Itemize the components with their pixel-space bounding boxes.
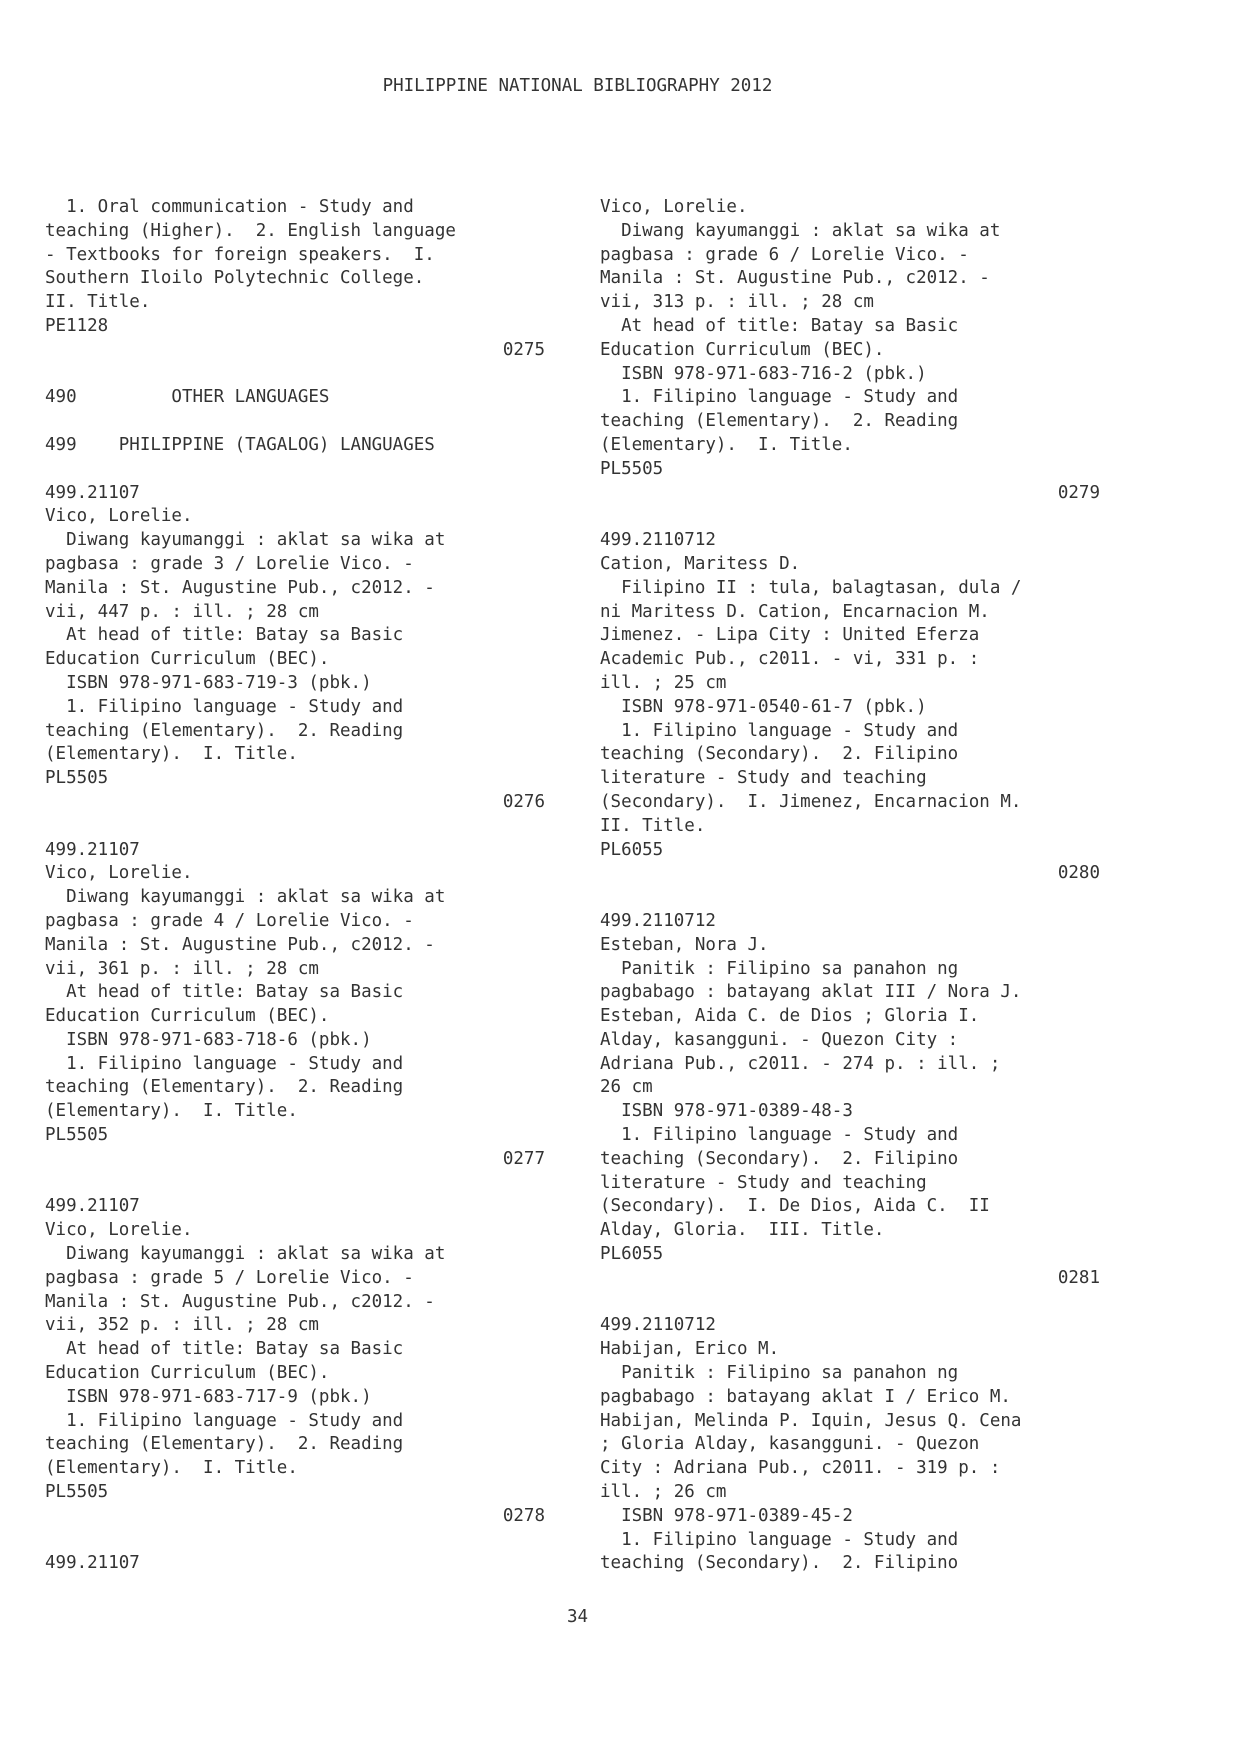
entry-line: 499.21107 (45, 482, 140, 503)
entry-line: Southern Iloilo Polytechnic College. (45, 268, 425, 289)
entry-line: Adriana Pub., c2011. - 274 p. : ill. ; (600, 1053, 1001, 1074)
entry-line: Vico, Lorelie. (45, 863, 193, 884)
entry-line: (Secondary). I. Jimenez, Encarnacion M. (600, 791, 1022, 812)
entry-line: At head of title: Batay sa Basic (45, 625, 404, 646)
entry-line: literature - Study and teaching (600, 1172, 927, 1193)
entry-line: PL5505 (45, 768, 109, 789)
entry-line: Manila : St. Augustine Pub., c2012. - (600, 268, 990, 289)
entry-line: Esteban, Nora J. (600, 934, 769, 955)
entry-line: pagbasa : grade 6 / Lorelie Vico. - (600, 244, 969, 265)
entry-line: Education Curriculum (BEC). (600, 339, 885, 360)
entry-line: PE1128 (45, 315, 109, 336)
entry-line: 1. Filipino language - Study and (600, 387, 959, 408)
entry-line: 1. Filipino language - Study and (45, 1410, 404, 1431)
entry-line: II. Title. (600, 815, 706, 836)
entry-line: ill. ; 26 cm (600, 1482, 727, 1503)
entry-line: (Secondary). I. De Dios, Aida C. II (600, 1196, 990, 1217)
entry-line: pagbabago : batayang aklat I / Erico M. (600, 1386, 1011, 1407)
entry-line (45, 815, 545, 839)
entry-line (600, 505, 1100, 529)
entry-line: 499.2110712 (600, 910, 716, 931)
entry-line: Academic Pub., c2011. - vi, 331 p. : (600, 649, 980, 670)
left-column (45, 196, 545, 1576)
entry-line: pagbasa : grade 3 / Lorelie Vico. - (45, 553, 414, 574)
entry-number: 0281 (1057, 1267, 1100, 1288)
entry-line (45, 458, 545, 482)
entry-line: Filipino II : tula, balagtasan, dula / (600, 577, 1022, 598)
entry-line: Alday, Gloria. III. Title. (600, 1220, 885, 1241)
entry-line: Habijan, Erico M. (600, 1339, 780, 1360)
entry-line: vii, 447 p. : ill. ; 28 cm (45, 601, 319, 622)
entry-number: 0277 (502, 1148, 545, 1169)
entry-line: Education Curriculum (BEC). (45, 1006, 330, 1027)
entry-line: teaching (Elementary). 2. Reading (45, 1434, 404, 1455)
entry-line: literature - Study and teaching (600, 768, 927, 789)
entry-line: PL5505 (45, 1125, 109, 1146)
entry-line (600, 1291, 1100, 1315)
entry-line: PL6055 (600, 1244, 664, 1265)
entry-line: ; Gloria Alday, kasangguni. - Quezon (600, 1434, 980, 1455)
entry-line: teaching (Elementary). 2. Reading (600, 411, 959, 432)
entry-line (45, 1529, 545, 1553)
entry-line: City : Adriana Pub., c2011. - 319 p. : (600, 1458, 1001, 1479)
entry-line: 1. Filipino language - Study and (600, 1529, 959, 1550)
entry-line: ISBN 978-971-683-716-2 (pbk.) (600, 363, 927, 384)
entry-line: vii, 313 p. : ill. ; 28 cm (600, 292, 874, 313)
entry-line: Alday, kasangguni. - Quezon City : (600, 1029, 959, 1050)
entry-line: ISBN 978-971-0389-45-2 (600, 1505, 853, 1526)
entry-line: Diwang kayumanggi : aklat sa wika at (45, 1244, 446, 1265)
entry-line: Manila : St. Augustine Pub., c2012. - (45, 1291, 435, 1312)
entry-line: ISBN 978-971-0540-61-7 (pbk.) (600, 696, 927, 717)
entry-line: Jimenez. - Lipa City : United Eferza (600, 625, 980, 646)
entry-line (45, 410, 545, 434)
entry-line: Panitik : Filipino sa panahon ng (600, 958, 959, 979)
entry-line: 1. Oral communication - Study and (45, 197, 414, 217)
entry-line: 1. Filipino language - Study and (45, 1053, 404, 1074)
entry-line: ni Maritess D. Cation, Encarnacion M. (600, 601, 990, 622)
entry-line: 499.21107 (45, 1196, 140, 1217)
entry-line: PL6055 (600, 839, 664, 860)
entry-line: PL5505 (45, 1482, 109, 1503)
entry-line: teaching (Elementary). 2. Reading (45, 720, 404, 741)
entry-number: 0279 (1057, 482, 1100, 503)
entry-line: 499.2110712 (600, 530, 716, 551)
entry-line: At head of title: Batay sa Basic (45, 1339, 404, 1360)
entry-line: teaching (Secondary). 2. Filipino (600, 1553, 959, 1574)
entry-line (45, 1172, 545, 1196)
entry-line: Manila : St. Augustine Pub., c2012. - (45, 577, 435, 598)
entry-line: (Elementary). I. Title. (45, 1101, 298, 1122)
entry-line: 499.2110712 (600, 1315, 716, 1336)
entry-line: At head of title: Batay sa Basic (600, 315, 959, 336)
entry-number: 0275 (502, 339, 545, 360)
entry-number: 0280 (1057, 863, 1100, 884)
entry-line: vii, 361 p. : ill. ; 28 cm (45, 958, 319, 979)
entry-line: ISBN 978-971-683-719-3 (pbk.) (45, 672, 372, 693)
entry-line: Habijan, Melinda P. Iquin, Jesus Q. Cena (600, 1410, 1022, 1431)
entry-line: ISBN 978-971-683-717-9 (pbk.) (45, 1386, 372, 1407)
entry-line: Panitik : Filipino sa panahon ng (600, 1363, 959, 1384)
entry-line: At head of title: Batay sa Basic (45, 982, 404, 1003)
entry-line: - Textbooks for foreign speakers. I. (45, 244, 435, 265)
entry-line: 26 cm (600, 1077, 653, 1098)
entry-line: Vico, Lorelie. (600, 197, 748, 217)
entry-line: pagbasa : grade 4 / Lorelie Vico. - (45, 910, 414, 931)
entry-line: ISBN 978-971-683-718-6 (pbk.) (45, 1029, 372, 1050)
entry-line: 1. Filipino language - Study and (600, 1125, 959, 1146)
entry-line: ill. ; 25 cm (600, 672, 727, 693)
entry-line: II. Title. (45, 292, 151, 313)
entry-line: pagbasa : grade 5 / Lorelie Vico. - (45, 1267, 414, 1288)
entry-line: pagbabago : batayang aklat III / Nora J. (600, 982, 1022, 1003)
entry-line: (Elementary). I. Title. (45, 744, 298, 765)
running-header: PHILIPPINE NATIONAL BIBLIOGRAPHY 2012 (382, 76, 773, 96)
entry-line: Diwang kayumanggi : aklat sa wika at (600, 220, 1001, 241)
entry-line: 499.21107 (45, 1553, 140, 1574)
entry-line: (Elementary). I. Title. (600, 434, 853, 455)
entry-line (45, 363, 545, 387)
entry-line: Diwang kayumanggi : aklat sa wika at (45, 887, 446, 908)
entry-line: vii, 352 p. : ill. ; 28 cm (45, 1315, 319, 1336)
entry-line: Esteban, Aida C. de Dios ; Gloria I. (600, 1006, 980, 1027)
entry-number: 0278 (502, 1505, 545, 1526)
entry-line: 499.21107 (45, 839, 140, 860)
entry-line: Cation, Maritess D. (600, 553, 801, 574)
entry-line: teaching (Higher). 2. English language (45, 220, 456, 241)
entry-line: 490 OTHER LANGUAGES (45, 387, 330, 408)
entry-line: ISBN 978-971-0389-48-3 (600, 1101, 853, 1122)
entry-line: Vico, Lorelie. (45, 506, 193, 527)
entry-line: (Elementary). I. Title. (45, 1458, 298, 1479)
entry-line: teaching (Elementary). 2. Reading (45, 1077, 404, 1098)
entry-line: Education Curriculum (BEC). (45, 649, 330, 670)
entry-line: PL5505 (600, 458, 664, 479)
entry-line: 499 PHILIPPINE (TAGALOG) LANGUAGES (45, 434, 435, 455)
entry-line: teaching (Secondary). 2. Filipino (600, 1148, 959, 1169)
entry-number: 0276 (502, 791, 545, 812)
right-column (600, 196, 1100, 1576)
entry-line: Vico, Lorelie. (45, 1220, 193, 1241)
entry-line: Diwang kayumanggi : aklat sa wika at (45, 530, 446, 551)
entry-line (600, 886, 1100, 910)
page-number: 34 (566, 1607, 589, 1627)
entry-line: 1. Filipino language - Study and (600, 720, 959, 741)
entry-line: teaching (Secondary). 2. Filipino (600, 744, 959, 765)
entry-line: Education Curriculum (BEC). (45, 1363, 330, 1384)
entry-line: 1. Filipino language - Study and (45, 696, 404, 717)
entry-line: Manila : St. Augustine Pub., c2012. - (45, 934, 435, 955)
